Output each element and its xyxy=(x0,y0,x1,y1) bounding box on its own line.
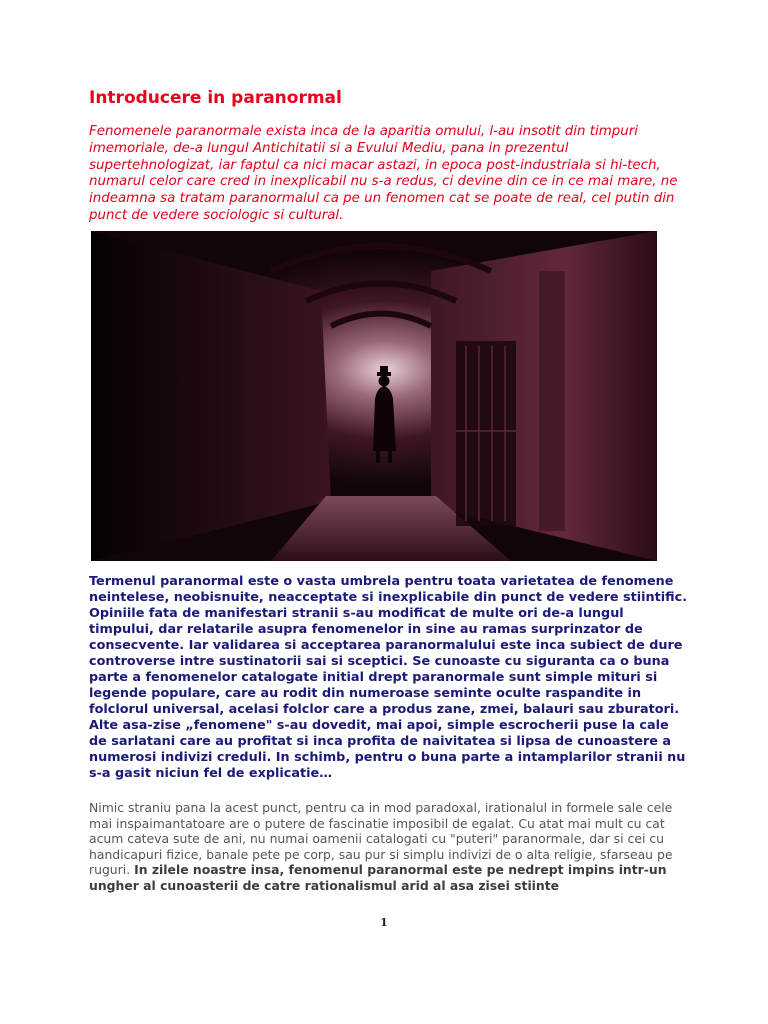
body-paragraph-bold: Termenul paranormal este o vasta umbrela pentru toata varietatea de fenomene neintelese, neobisnuite, neacceptate si inexplicabile din punct de vedere stiintific. Opiniile fata de manifestari stranii s-au modificat de multe ori de-a lungul timpului, dar relatarile asupra fenomenelor in sine au ramas surprinzator de consecvente. Iar validarea si acceptarea paranormalului este inca subiect de dure controverse intre sustinatorii sai si sceptici. Se cunoaste cu siguranta ca o buna parte a fenomenelor catalogate initial drept paranormale sunt simple mituri si legende populare, care au rodit din numeroase seminte oculte raspandite in folclorul universal, acelasi folclor care a produs zane, zmei, balauri sau zburatori. Alte asa-zise „fenomene" s-au dovedit, mai apoi, simple escrocherii puse la cale de sarlatani care au profitat si inca profita de naivitatea si lipsa de cunoastere a numerosi indivizi creduli. In schimb, pentru o buna parte a intamplarilor stranii nu s-a gasit niciun fel de explicatie… xyxy=(89,574,688,781)
page-title: Introducere in paranormal xyxy=(89,88,342,108)
body-paragraph-emphasis: In zilele noastre insa, fenomenul paranormal este pe nedrept impins intr-un ungher al cunoasterii de catre rationalismul arid al asa zisei stiinte xyxy=(89,862,667,893)
page-number: 1 xyxy=(380,916,388,929)
intro-paragraph: Fenomenele paranormale exista inca de la aparitia omului, l-au insotit din timpuri imemoriale, de-a lungul Antichitatii si a Evului Mediu, pana in prezentul supertehnologizat, iar faptul ca nici macar astazi, in epoca post-industriala si hi-tech, numarul celor care cred in inexplicabil nu s-a redus, ci devine din ce in ce mai mare, ne indeamna sa tratam paranormalul ca pe un fenomen cat se poate de real, cel putin din punct de vedere sociologic si cultural. xyxy=(89,124,678,223)
haunted-corridor-image xyxy=(91,231,657,561)
body-paragraph-text: Nimic straniu pana la acest punct, pentru ca in mod paradoxal, irationalul in formele sale cele mai inspaimantatoare are o putere de fascinatie imposibil de egalat. Cu atat mai mult cu cat acum cateva sute de ani, nu numai oamenii catalogati cu "puteri" paranormale, dar si cei cu handicapuri fizice, banale pete pe corp, sau pur si simplu indivizi de o alta religie, sfarseau pe ruguri. xyxy=(89,800,673,878)
body-paragraph xyxy=(89,800,689,894)
